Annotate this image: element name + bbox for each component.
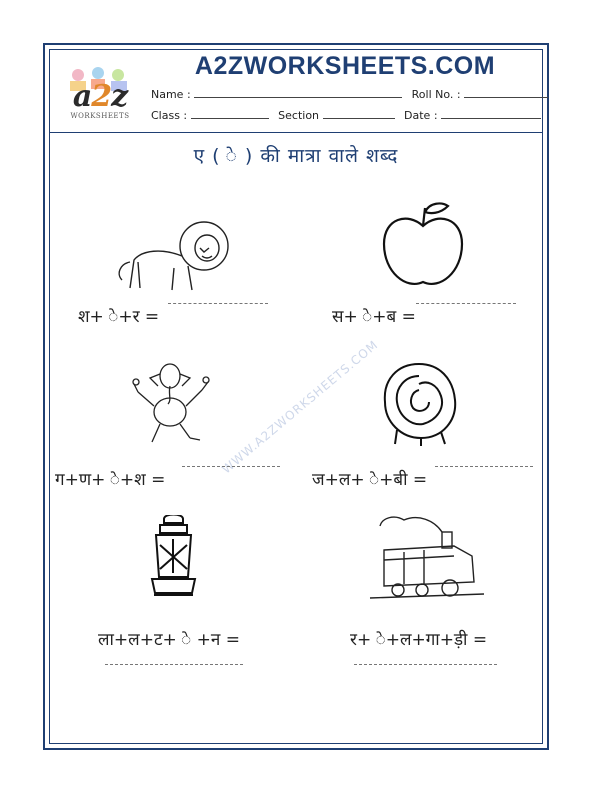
expression-ganesh: ग+ण+ े+श = xyxy=(55,470,166,490)
answer-line-lantern[interactable] xyxy=(105,664,243,665)
logo xyxy=(58,65,142,125)
logo-text: a2z xyxy=(72,79,128,114)
answer-line-train[interactable] xyxy=(354,664,497,665)
expression-train: र+ े+ल+गा+ड़ी = xyxy=(350,630,488,650)
lion-icon xyxy=(112,218,242,293)
date-label: Date : xyxy=(404,109,438,122)
site-title: A2ZWORKSHEETS.COM xyxy=(194,52,496,80)
answer-line-jalebi[interactable] xyxy=(435,466,533,467)
apple-icon xyxy=(378,198,468,293)
expression-jalebi: ज+ल+ े+बी = xyxy=(312,470,428,490)
class-row xyxy=(151,107,541,122)
expression-apple: स+ े+ब = xyxy=(332,307,416,327)
header-divider xyxy=(49,132,543,133)
expression-lion: श+ े+र = xyxy=(78,307,160,327)
name-label: Name : xyxy=(151,88,191,101)
lantern-icon xyxy=(146,515,201,605)
expression-lantern: ला+ल+ट+ े +न = xyxy=(98,630,241,650)
class-label: Class : xyxy=(151,109,188,122)
ganesh-icon xyxy=(128,360,213,450)
logo-subtitle: WORKSHEETS xyxy=(70,112,130,120)
answer-line-apple[interactable] xyxy=(416,303,516,304)
section-field[interactable] xyxy=(323,107,395,119)
section-label: Section xyxy=(278,109,320,122)
answer-line-lion[interactable] xyxy=(168,303,268,304)
roll-label: Roll No. : xyxy=(411,88,461,101)
worksheet-heading: ए ( े ) की मात्रा वाले शब्द xyxy=(193,145,399,167)
name-row xyxy=(151,86,548,101)
answer-line-ganesh[interactable] xyxy=(182,466,280,467)
class-field[interactable] xyxy=(191,107,269,119)
date-field[interactable] xyxy=(441,107,541,119)
roll-field[interactable] xyxy=(464,86,548,98)
name-field[interactable] xyxy=(194,86,402,98)
watermark: WWW.A2ZWORKSHEETS.COM xyxy=(219,337,381,477)
jalebi-icon xyxy=(377,358,462,448)
train-icon xyxy=(364,510,489,602)
